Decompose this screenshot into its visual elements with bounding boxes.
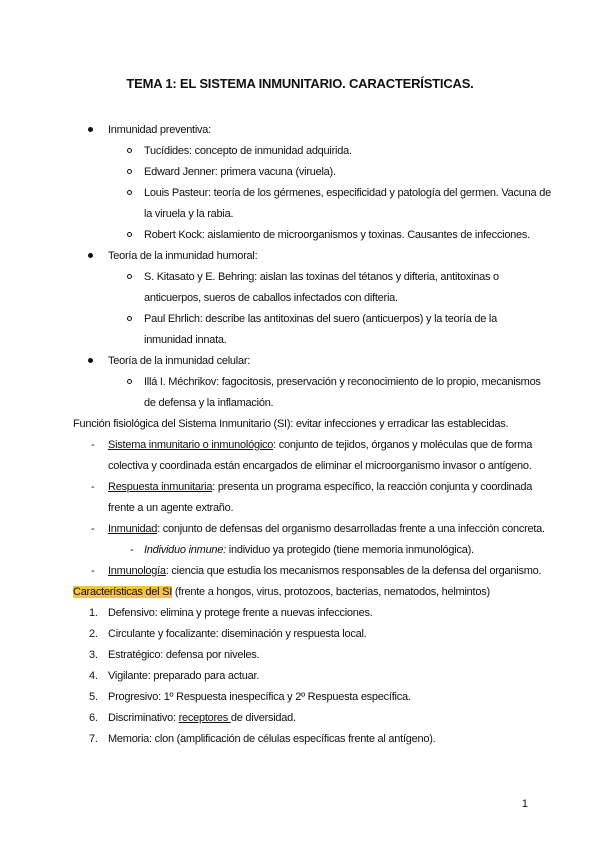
numbered-item: 2. Circulante y focalizante: diseminación y respuesta local. bbox=[89, 628, 367, 640]
list-item: Teoría de la inmunidad humoral: bbox=[0, 246, 600, 267]
sub-definition-item: - Individuo inmune: individuo ya protegido (tiene memoria inmunológica). bbox=[0, 540, 600, 561]
numbered-item: 4. Vigilante: preparado para actuar. bbox=[89, 670, 260, 682]
definition-item: - Respuesta inmunitaria: presenta un programa específico, la reacción conjunta y coordinada bbox=[0, 477, 600, 498]
dash-marker: - bbox=[91, 439, 95, 451]
highlighted-heading: Características del SI bbox=[73, 586, 173, 598]
circle-bullet-icon bbox=[127, 169, 132, 174]
list-item: S. Kitasato y E. Behring: aislan las toxinas del tétanos y difteria, antitoxinas o bbox=[0, 267, 600, 288]
numbered-item: 6. Discriminativo: receptores de diversidad. bbox=[89, 712, 296, 724]
circle-bullet-icon bbox=[127, 274, 132, 279]
dash-marker: - bbox=[130, 544, 134, 556]
bullet-icon bbox=[88, 253, 93, 258]
numbered-item: 1. Defensivo: elimina y protege frente a nuevas infecciones. bbox=[89, 607, 373, 619]
bullet-icon bbox=[88, 127, 93, 132]
list-item: Edward Jenner: primera vacuna (viruela). bbox=[0, 162, 600, 183]
dash-marker: - bbox=[91, 481, 95, 493]
caracteristicas-heading: Características del SI (frente a hongos, virus, protozoos, bacterias, nematodos, helmintos) bbox=[73, 586, 490, 598]
bullet-icon bbox=[88, 358, 93, 363]
circle-bullet-icon bbox=[127, 148, 132, 153]
dash-marker: - bbox=[91, 565, 95, 577]
circle-bullet-icon bbox=[127, 232, 132, 237]
document-body bbox=[0, 120, 600, 750]
list-item-continuation: anticuerpos, sueros de caballos infectados con difteria. bbox=[144, 292, 398, 304]
circle-bullet-icon bbox=[127, 316, 132, 321]
list-item: Paul Ehrlich: describe las antitoxinas del suero (anticuerpos) y la teoría de la bbox=[0, 309, 600, 330]
page-title: TEMA 1: EL SISTEMA INMUNITARIO. CARACTERÍSTICAS. bbox=[126, 76, 474, 91]
page-number: 1 bbox=[521, 798, 528, 810]
definition-item: - Sistema inmunitario o inmunológico: conjunto de tejidos, órganos y moléculas que de forma bbox=[0, 435, 600, 456]
list-item: Inmunidad preventiva: bbox=[0, 120, 600, 141]
numbered-item: 3. Estratégico: defensa por niveles. bbox=[89, 649, 260, 661]
list-item-continuation: la viruela y la rabia. bbox=[144, 208, 234, 220]
circle-bullet-icon bbox=[127, 379, 132, 384]
list-item: Louis Pasteur: teoría de los gérmenes, especificidad y patología del germen. Vacuna de bbox=[0, 183, 600, 204]
definition-item: - Inmunología: ciencia que estudia los mecanismos responsables de la defensa del organismo. bbox=[0, 561, 600, 582]
list-item-continuation: de defensa y la inflamación. bbox=[144, 397, 274, 409]
funcion-paragraph: Función fisiológica del Sistema Inmunitario (SI): evitar infecciones y erradicar las establecidas. bbox=[73, 418, 509, 430]
numbered-item: 7. Memoria: clon (amplificación de células específicas frente al antígeno). bbox=[89, 733, 436, 745]
list-item: Teoría de la inmunidad celular: bbox=[0, 351, 600, 372]
definition-item: - Inmunidad: conjunto de defensas del organismo desarrolladas frente a una infección concreta. bbox=[0, 519, 600, 540]
circle-bullet-icon bbox=[127, 190, 132, 195]
list-item: Illá I. Méchrikov: fagocitosis, preservación y reconocimiento de lo propio, mecanismos bbox=[0, 372, 600, 393]
numbered-item: 5. Progresivo: 1º Respuesta inespecífica y 2º Respuesta específica. bbox=[89, 691, 411, 703]
list-item: Tucídides: concepto de inmunidad adquirida. bbox=[0, 141, 600, 162]
list-item-continuation: inmunidad innata. bbox=[144, 334, 227, 346]
definition-continuation: colectiva y coordinada están encargados de eliminar el microorganismo invasor o antígeno. bbox=[108, 460, 532, 472]
dash-marker: - bbox=[91, 523, 95, 535]
list-item: Robert Kock: aislamiento de microorganismos y toxinas. Causantes de infecciones. bbox=[0, 225, 600, 246]
definition-continuation: frente a un agente extraño. bbox=[108, 502, 234, 514]
